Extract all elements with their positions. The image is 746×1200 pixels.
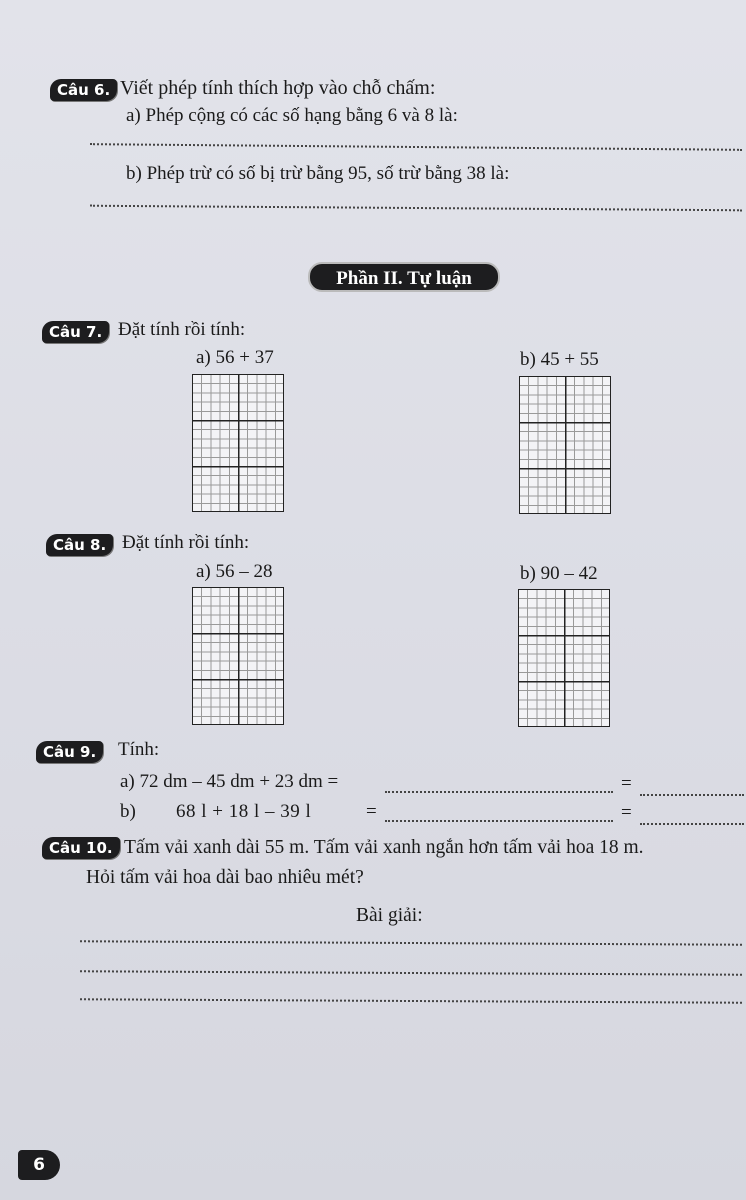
question-7b-expr: b) 45 + 55 [520, 349, 599, 370]
section-title: Phần II. Tự luận [308, 262, 500, 292]
answer-line-9a-1[interactable] [385, 791, 613, 793]
question-8-prompt: Đặt tính rồi tính: [122, 532, 250, 553]
work-grid-7a[interactable] [192, 374, 284, 512]
answer-line-9a-2[interactable] [640, 794, 744, 796]
work-grid-7b[interactable] [519, 376, 611, 514]
question-10-line2: Hỏi tấm vải hoa dài bao nhiêu mét? [86, 867, 364, 888]
equals-sign-9a: = [621, 773, 632, 794]
question-7a-expr: a) 56 + 37 [196, 347, 274, 368]
work-grid-8a[interactable] [192, 587, 284, 725]
answer-line-9b-1[interactable] [385, 820, 613, 822]
question-9b-expr: 68 l + 18 l – 39 l [176, 801, 312, 822]
question-6-badge: Câu 6. [50, 79, 117, 101]
question-10-line1: Tấm vải xanh dài 55 m. Tấm vải xanh ngắn hơn tấm vải hoa 18 m. [124, 837, 644, 858]
question-6b-text: b) Phép trừ có số bị trừ bằng 95, số trừ bằng 38 là: [126, 163, 510, 184]
question-7-prompt: Đặt tính rồi tính: [118, 319, 246, 340]
solution-line-3[interactable] [80, 998, 742, 1003]
question-10-badge: Câu 10. [42, 837, 120, 859]
solution-line-1[interactable] [80, 940, 742, 945]
question-9b-equals: = [366, 801, 377, 822]
question-9-badge: Câu 9. [36, 741, 103, 763]
answer-line-6b[interactable] [90, 205, 742, 212]
work-grid-8b[interactable] [518, 589, 610, 727]
question-8-badge: Câu 8. [46, 534, 113, 556]
question-6a-text: a) Phép cộng có các số hạng bằng 6 và 8 là: [126, 105, 458, 126]
solution-line-2[interactable] [80, 970, 742, 975]
solution-label: Bài giải: [356, 905, 423, 926]
question-8a-expr: a) 56 – 28 [196, 561, 273, 582]
question-9-prompt: Tính: [118, 739, 160, 760]
question-7-badge: Câu 7. [42, 321, 109, 343]
equals-sign-9b: = [621, 802, 632, 823]
question-8b-expr: b) 90 – 42 [520, 563, 598, 584]
answer-line-6a[interactable] [90, 143, 742, 151]
question-9b-prefix: b) [120, 801, 136, 822]
question-9a-expr: a) 72 dm – 45 dm + 23 dm = [120, 771, 339, 792]
question-6-prompt: Viết phép tính thích hợp vào chỗ chấm: [120, 77, 436, 99]
answer-line-9b-2[interactable] [640, 823, 744, 825]
page-number: 6 [18, 1150, 60, 1180]
